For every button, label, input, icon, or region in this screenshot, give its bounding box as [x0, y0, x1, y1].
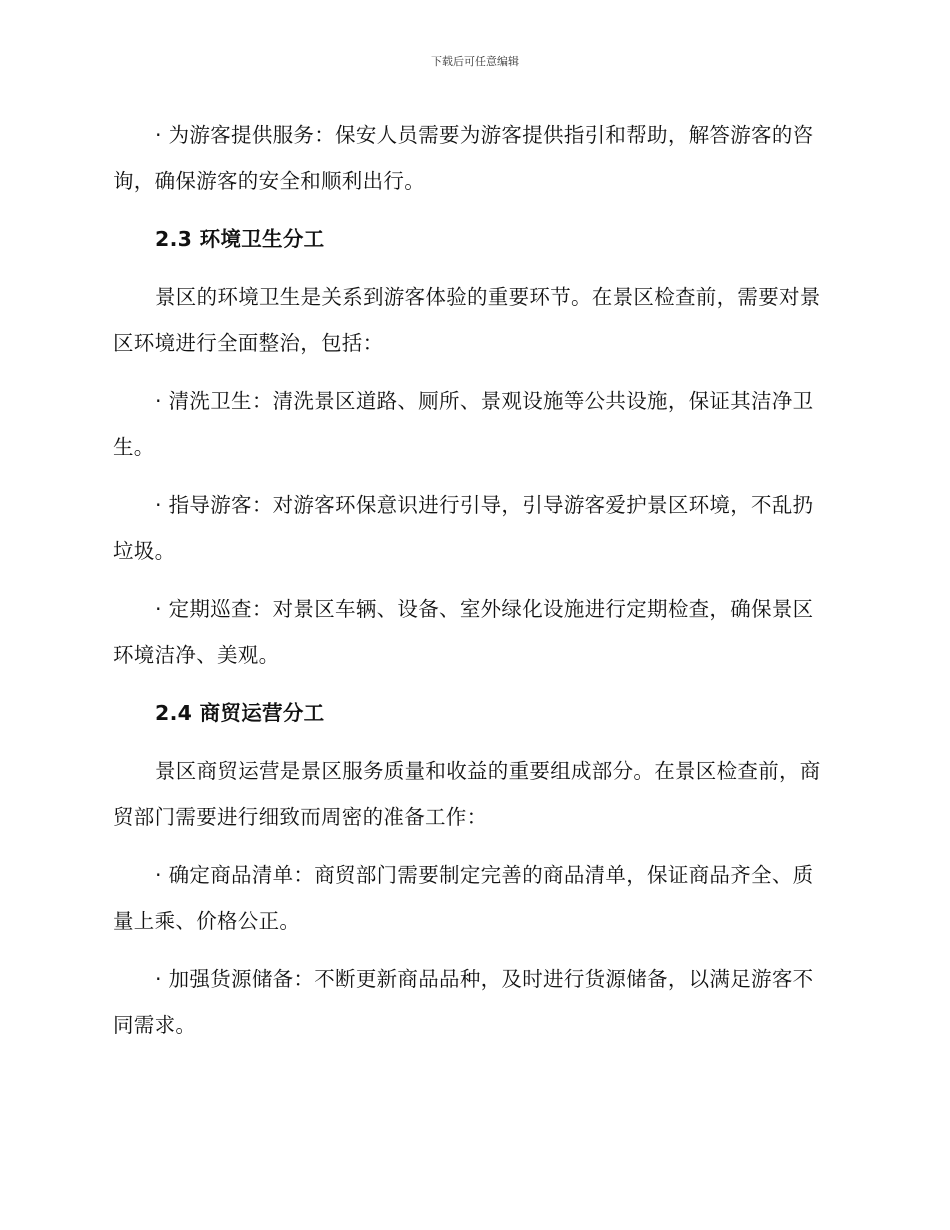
- paragraph-commerce-intro: 景区商贸运营是景区服务质量和收益的重要组成部分。在景区检查前，商贸部门需要进行细致而周密的准备工作：: [113, 759, 821, 829]
- paragraph-regular-inspection: · 定期巡查：对景区车辆、设备、室外绿化设施进行定期检查，确保景区环境洁净、美观。: [113, 597, 814, 667]
- paragraph-sanitation-intro: 景区的环境卫生是关系到游客体验的重要环节。在景区检查前，需要对景区环境进行全面整治，包括：: [113, 285, 821, 355]
- paragraph-supply-reserve: · 加强货源储备：不断更新商品品种，及时进行货源储备，以满足游客不同需求。: [113, 967, 814, 1037]
- paragraph-guiding-tourists: · 指导游客：对游客环保意识进行引导，引导游客爱护景区环境，不乱扔垃圾。: [113, 493, 814, 563]
- section-heading-2-4: 2.4 商贸运营分工: [155, 701, 325, 725]
- paragraph-tourist-service: · 为游客提供服务：保安人员需要为游客提供指引和帮助，解答游客的咨询，确保游客的安全和顺利出行。: [113, 123, 814, 193]
- document-body: [113, 112, 829, 1048]
- paragraph-cleaning: · 清洗卫生：清洗景区道路、厕所、景观设施等公共设施，保证其洁净卫生。: [113, 389, 814, 459]
- page-header: 下载后可任意编辑: [431, 55, 519, 68]
- paragraph-product-list: · 确定商品清单：商贸部门需要制定完善的商品清单，保证商品齐全、质量上乘、价格公正。: [113, 863, 814, 933]
- section-heading-2-3: 2.3 环境卫生分工: [155, 227, 325, 251]
